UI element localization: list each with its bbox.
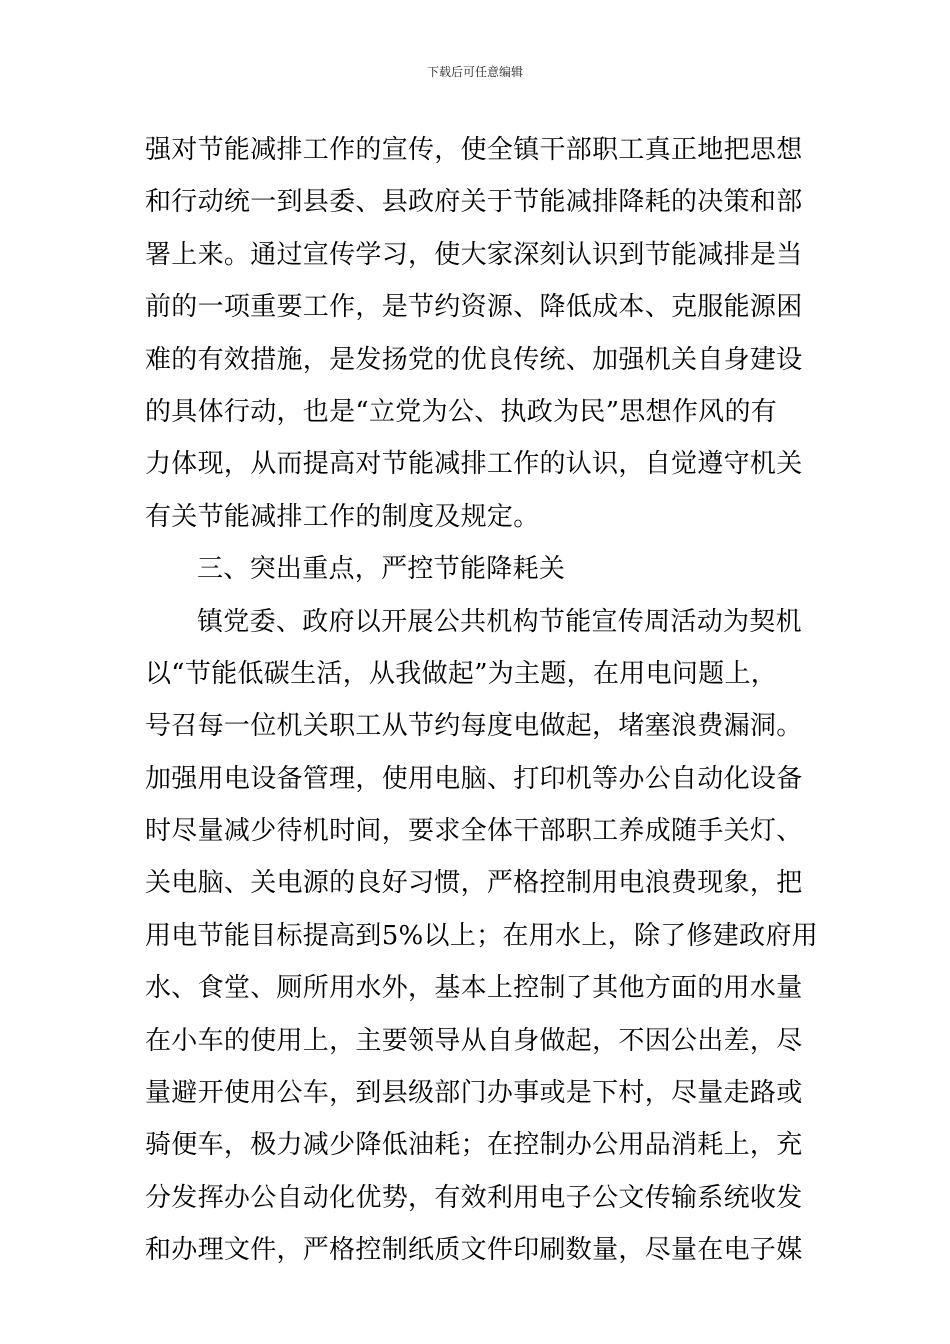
text-line: 号召每一位机关职工从节约每度电做起，堵塞浪费漏洞。 — [145, 711, 803, 742]
text-line: 量避开使用公车，到县级部门办事或是下村，尽量走路或 — [145, 1078, 803, 1109]
text-line: 署上来。通过宣传学习，使大家深刻认识到节能减排是当 — [145, 239, 803, 270]
text-line: 难的有效措施，是发扬党的优良传统、加强机关自身建设 — [145, 344, 803, 375]
text-line: 前的一项重要工作，是节约资源、降低成本、克服能源困 — [145, 292, 803, 323]
paragraph-first-line: 镇党委、政府以开展公共机构节能宣传周活动为契机 — [197, 606, 802, 637]
text-line: 关电脑、关电源的良好习惯，严格控制用电浪费现象，把 — [145, 868, 803, 899]
text-line: 和办理文件，严格控制纸质文件印刷数量，尽量在电子媒 — [145, 1235, 803, 1266]
text-line: 加强用电设备管理，使用电脑、打印机等办公自动化设备 — [145, 763, 803, 794]
section-heading: 三、突出重点，严控节能降耗关 — [197, 554, 566, 585]
text-line: 水、食堂、厕所用水外，基本上控制了其他方面的用水量 — [145, 973, 803, 1004]
text-line: 有关节能减排工作的制度及规定。 — [145, 501, 540, 532]
text-line: 时尽量减少待机时间，要求全体干部职工养成随手关灯、 — [145, 816, 803, 847]
text-line: 力体现，从而提高对节能减排工作的认识，自觉遵守机关 — [145, 449, 803, 480]
text-line: 的具体行动，也是“立党为公、执政为民”思想作风的有 — [145, 396, 778, 427]
text-line: 分发挥办公自动化优势，有效利用电子公文传输系统收发 — [145, 1182, 803, 1213]
text-line: 用电节能目标提高到5%以上；在用水上，除了修建政府用 — [145, 920, 819, 951]
document-body — [145, 124, 819, 1277]
text-line: 骑便车，极力减少降低油耗；在控制办公用品消耗上，充 — [145, 1130, 803, 1161]
text-line: 在小车的使用上，主要领导从自身做起，不因公出差，尽 — [145, 1025, 803, 1056]
text-line: 强对节能减排工作的宣传，使全镇干部职工真正地把思想 — [145, 135, 803, 165]
page-header-note: 下载后可任意编辑 — [426, 65, 523, 79]
text-line: 和行动统一到县委、县政府关于节能减排降耗的决策和部 — [145, 187, 803, 218]
text-line: 以“节能低碳生活，从我做起”为主题，在用电问题上， — [145, 658, 778, 689]
